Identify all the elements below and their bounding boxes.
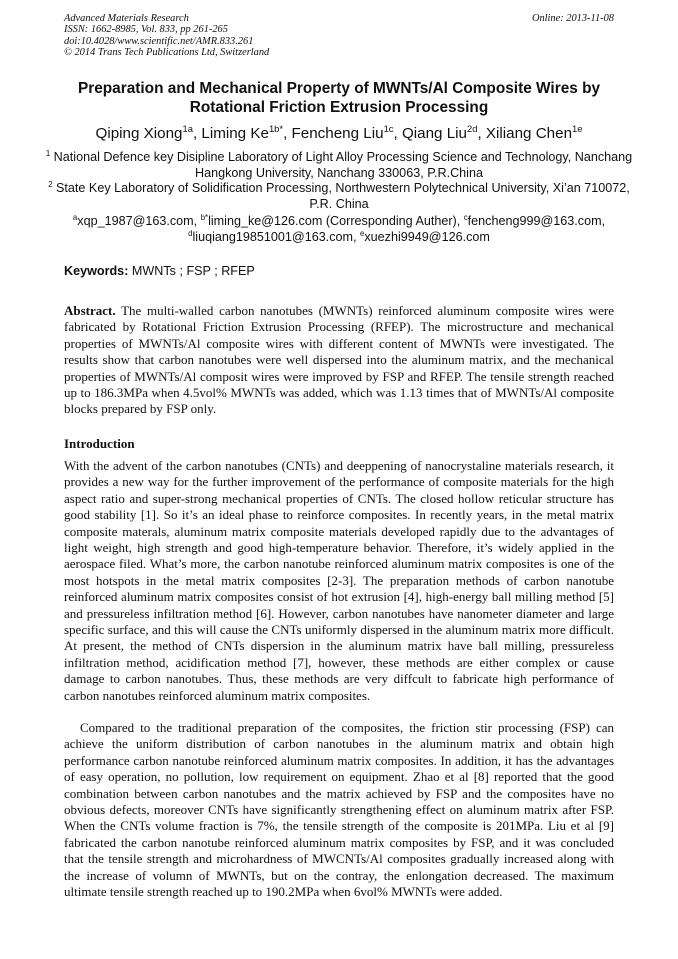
email-link[interactable]: liuqiang19851001@163.com,	[192, 229, 361, 244]
abstract-label: Abstract.	[64, 303, 116, 318]
email-mark: e	[360, 228, 365, 238]
keywords-text: MWNTs ; FSP ; RFEP	[128, 264, 255, 278]
email-mark: c	[463, 212, 468, 222]
journal-header	[64, 13, 269, 58]
author-affil-mark: 1c	[383, 122, 394, 134]
author-list: Qiping Xiong$^{1a}$, Liming $Ke^{1b*}$, Fencheng Liu$^{1c}$, Qiang Liu$^{2d}$, Xiliang Chen$^{1e}$	[95, 122, 583, 142]
affiliation	[44, 150, 634, 181]
email-link[interactable]: fencheng999@163.com,	[467, 214, 606, 228]
keywords-label: Keywords:	[64, 264, 129, 278]
introduction-paragraph: With the advent of the carbon nanotubes (CNTs) and deeppening of nanocrystaline materials research, it provides a new way for the further improvement of the performance of composite materials for the high aspect ratio and super-strong mechanical properties of CNTs. The closed hollow reticular structure has good stability [1]. So it’s an ideal phase to reinforce composites. In recently years, in the metal matrix composite materals, aluminum matrix composite materials developed rapidly due to the advantages of light weight, high strength and good high-temperature behavior. Therefore, it’s widely applied in the aerospace filed. What’s more, the carbon nanotube reinforced aluminum matrix composites is one of the most hotspots in the metal matrix composites [2-3]. The preparation methods of carbon nanotube reinforced aluminum matrix composites consist of hot extrusion [4], high-energy ball milling method [5] and pressureless infiltration method [6]. However, carbon nanotubes have nanometer diameter and large specific surface, and this will cause the CNTs uniformly dispersed in the aluminum matrix more difficult. At present, the method of CNTs dispersion in the aluminum matrix have ball milling, pressureless infiltration method, acidification method [7], however, these methods are either complex or cause damage to carbon nanotubes. Thus, these methods are very diffcult to fabricate high performance of carbon nanotubes reinforced aluminum matrix composites.	[64, 458, 614, 703]
copyright-line: © 2014 Trans Tech Publications Ltd, Switzerland	[64, 46, 270, 58]
abstract	[64, 303, 614, 418]
introduction-paragraph: Compared to the traditional preparation of the composites, the friction stir processing (FSP) can achieve the uniform distribution of carbon nanotubes in the aluminum matrix and obtain high performance carbon nanotube reinforced aluminum matrix composites. In addition, it has the advantages of easy operation, no pollution, low requirement on equipment. Zhao et al [8] reported that the good combination between carbon nanotubes and the matrix achieved by FSP and the composites have no obvious defects, moreover CNTs have significantly strengthening effect on aluminum matrix after FSP. When the CNTs volume fraction is 7%, the tensile strength of the composite is 201MPa. Liu et al [9] fabricated the carbon nanotube reinforced aluminum matrix composites by FSP, and it was concluded that the tensile strength and microhardness of MWCNTs/Al composites gradually increased along with the increase of volumn of MWNTs, but on the contray, the enlongation decreased. The maximum ultimate tensile strength reached up to 190.2MPa when 6vol% MWNTs were added.	[64, 720, 614, 900]
issn-line: ISSN: 1662-8985, Vol. 833, pp 261-265	[64, 24, 228, 36]
online-date: Online: 2013-11-08	[531, 13, 614, 24]
email-link[interactable]: xuezhi9949@126.com	[364, 229, 490, 244]
author-affil-mark: 1e	[572, 122, 583, 134]
email-mark: a	[72, 212, 78, 222]
section-heading-introduction: Introduction	[64, 436, 135, 451]
author-affil-mark: 1b*	[268, 122, 284, 134]
author-affil-mark: 1a	[182, 122, 193, 134]
email-link[interactable]: xqp_1987@163.com,	[77, 214, 201, 228]
keywords-line	[64, 264, 255, 279]
email-mark: d	[188, 228, 193, 238]
affiliation-mark: 2	[48, 179, 53, 189]
email-mark: b*	[200, 212, 209, 222]
paper-title: Preparation and Mechanical Property of MWNTs/Al Composite Wires by Rotational Friction Extrusion Processing	[77, 80, 601, 116]
author-name: Xiliang Chen	[485, 125, 573, 142]
author-affil-mark: 2d	[466, 122, 478, 134]
author-name: Liming Ke	[201, 125, 269, 142]
email-list	[44, 214, 634, 245]
author-name: Qiang Liu	[401, 125, 467, 142]
affiliation-mark: 1	[45, 148, 51, 158]
abstract-text: The multi-walled carbon nanotubes (MWNTs) reinforced aluminum composite wires were fabricated by Rotational Friction Extrusion Processing (RFEP). The microstructure and mechanical properties of MWNTs/Al composite wires with different content of MWNTs were investigated. The results show that carbon nanotubes were well dispersed into the aluminum matrix, and the mechanical properties of MWNTs/Al composit wires were improved by FSP and RFEP. The tensile strength reached up to 186.3MPa when 4.5vol% MWNTs was added, which was 1.13 times that of MWNTs/Al composite blocks prepared by FSP only.	[64, 303, 614, 417]
affiliation-text: National Defence key Disipline Laboratory of Light Alloy Processing Science and Technology, Nanchang Hangkong University, Nanchang 330063, P.R.China	[53, 150, 633, 180]
affiliation-text: State Key Laboratory of Solidification Processing, Northwestern Polytechnical University, Xi’an 710072, P.R. China	[56, 181, 630, 211]
author-name: Qiping Xiong	[95, 125, 183, 142]
journal-name: Advanced Materials Research	[64, 13, 189, 24]
doi-line: doi:10.4028/www.scientific.net/AMR.833.261	[64, 35, 254, 47]
email-link[interactable]: liming_ke@126.com (Corresponding Auther),	[208, 214, 464, 228]
author-name: Fencheng Liu	[291, 125, 384, 142]
affiliation	[44, 181, 634, 212]
